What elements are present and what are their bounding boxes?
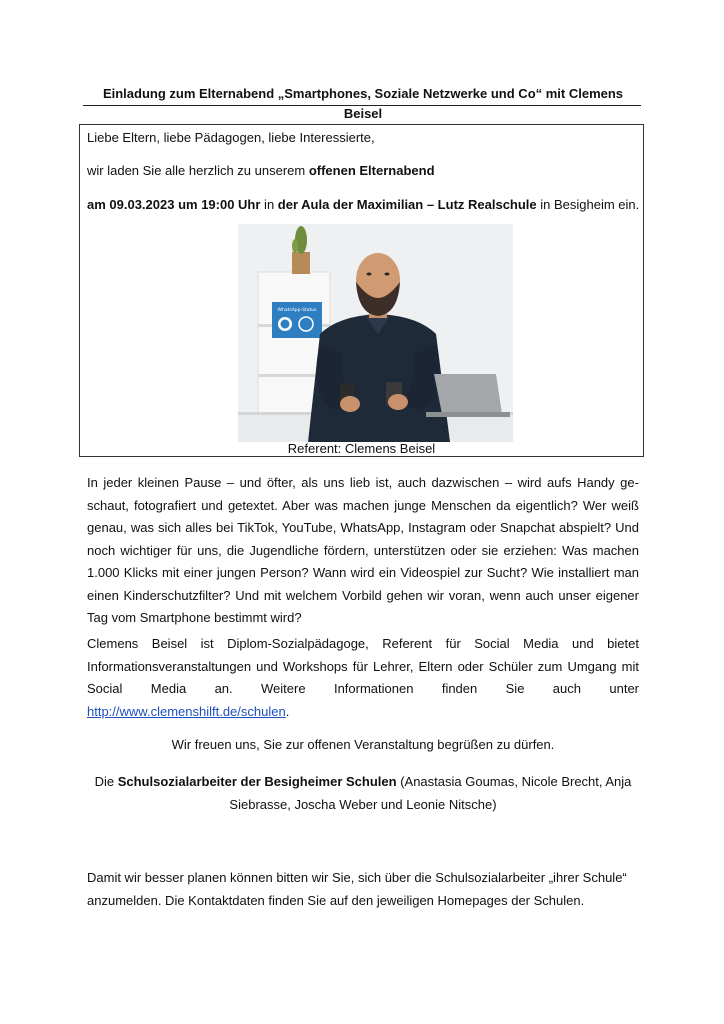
sign-caption: WhatsApp-Status — [277, 308, 317, 313]
speaker-photo-illustration — [238, 224, 513, 442]
greeting: Liebe Eltern, liebe Pädagogen, liebe Interessierte, — [87, 130, 375, 145]
closing-paragraph: Damit wir besser planen können bitten wir Sie, sich über die Schulsozialarbeiter „ihrer Schule“ anzumelden. Die Kontaktdaten finden Sie auf den jeweiligen Homepages der Schulen. — [87, 870, 627, 908]
date-connector: in — [260, 197, 278, 212]
photo-caption: Referent: Clemens Beisel — [287, 441, 436, 456]
invitation-highlight: offenen Elternabend — [308, 163, 435, 178]
date-place-line — [87, 196, 639, 214]
invitation-box — [79, 124, 644, 457]
speaker-line-2: Informationsveranstaltungen und Workshops für Lehrer, Eltern oder Schüler zum Umgang mit — [87, 658, 639, 674]
speaker-line-1: Clemens Beisel ist Diplom-Sozialpädagoge, Referent für Social Media und bietet — [87, 636, 639, 651]
event-venue: der Aula der Maximilian – Lutz Realschule — [277, 197, 537, 212]
website-link[interactable]: http://www.clemenshilft.de/schulen — [87, 703, 286, 719]
document-title: Einladung zum Elternabend „Smartphones, Soziale Netzwerke und Co“ mit Clemens Beisel — [102, 86, 624, 121]
invitation-text: wir laden Sie alle herzlich zu unserem — [87, 163, 309, 178]
speaker-line-4 — [87, 701, 639, 724]
event-date: am 09.03.2023 um 19:00 Uhr — [87, 197, 261, 212]
signature-names: (Anastasia Goumas, Nicole Brecht, Anja Siebrasse, Joscha Weber und Leonie Nitsche) — [229, 774, 632, 812]
invitation-line — [87, 162, 639, 180]
signature-organization: Schulsozialarbeiter der Besigheimer Schulen — [117, 774, 397, 789]
title-underline — [83, 105, 641, 106]
signature — [87, 771, 639, 816]
speaker-photo — [238, 224, 513, 442]
speaker-paragraph — [87, 633, 639, 723]
welcome-line: Wir freuen uns, Sie zur offenen Veranstaltung begrüßen zu dürfen. — [171, 737, 555, 752]
speaker-line-3: Social Media an. Weitere Informationen finden Sie auch unter — [87, 681, 639, 696]
link-period: . — [285, 703, 290, 719]
event-town: in Besigheim ein. — [536, 197, 640, 212]
intro-paragraph: In jeder kleinen Pause – und öfter, als uns lieb ist, auch dazwischen – wird aufs Handy geschaut, fotografiert und getextet. Aber was machen junge Menschen da eigentlich? Wer weiß genau, was sich alles bei TikTok, YouTube, WhatsApp, Instagram oder Snapchat abspielt? Und noch wichtiger für uns, die Jugendliche fördern, unterstützen oder sie erziehen: Was machen 1.000 Klicks mit einer jungen Person? Wann wird ein Videospiel zur Sucht? Wie installiert man einen Kinderschutzfilter? Und mit welchem Vorbild gehen wir voran, wenn auch unser eigener Tag vom Smartphone bestimmt wird? — [87, 475, 639, 625]
signature-prefix: Die — [94, 774, 118, 789]
